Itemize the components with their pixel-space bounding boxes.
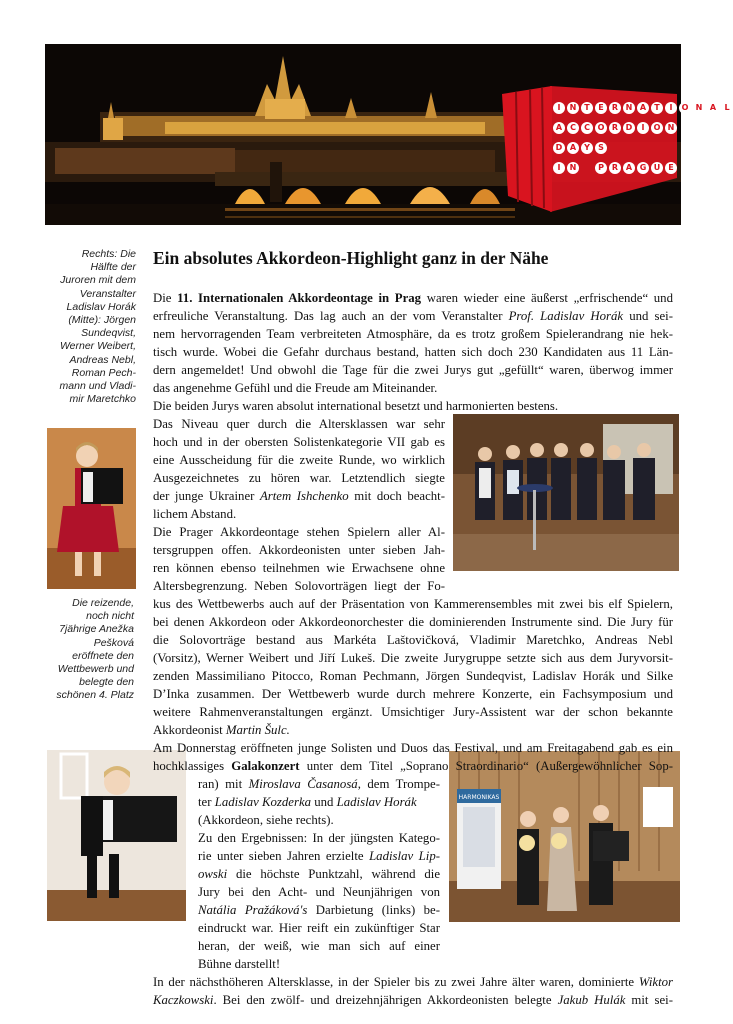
article-text-line: Die beiden Jurys waren absolut international besetzt und harmonierten bestens.	[153, 399, 559, 413]
logo-line-4	[553, 162, 677, 176]
header-banner	[45, 44, 730, 225]
logo-letter: N	[567, 102, 579, 114]
caption-line: Hälfte der	[90, 261, 136, 274]
caption-line: noch nicht	[86, 610, 134, 623]
banner-sign-text: HARMONIKAS	[458, 794, 500, 801]
logo-line-1	[553, 102, 733, 116]
article-text-line: das angenehme Gefühl und die Freude am Miteinander.	[153, 381, 438, 395]
article-text-line: (Vorsitz), Werner Weibert und Jiří Lukeš. Die zweite Jurygruppe setzte sich aus dem Juryvorsit-	[153, 651, 673, 665]
logo-letter: N	[623, 102, 635, 114]
article-text-line: tersgruppen offen. Akkordeonisten unter sieben Jah-	[153, 543, 445, 557]
logo-letter: P	[595, 162, 607, 174]
article-text-line: eine Ausscheidung für die zweite Runde, wo wirklich	[153, 453, 445, 467]
logo-letter: N	[693, 102, 705, 114]
article-text-line: Bühne darstellt!	[198, 957, 281, 971]
logo-letter	[581, 162, 593, 174]
logo-letter: N	[665, 122, 677, 134]
logo-letter: A	[637, 102, 649, 114]
article-text-line: owski die höchste Punktzahl, während die	[198, 867, 440, 881]
logo-letter: E	[595, 102, 607, 114]
logo-line-3	[553, 142, 607, 156]
article-text-line: (Akkordeon, siehe rechts).	[198, 813, 334, 827]
article-text-line: hoch und in der obersten Solistenkategorie VII gab es	[153, 435, 445, 449]
article-text-line: Ausgezeichnetes zu hören war. Letztendlich siegte	[153, 471, 445, 485]
caption-line: Die reizende,	[72, 597, 134, 609]
logo-letter: O	[595, 122, 607, 134]
article-text-line: Die 11. Internationalen Akkordeontage in Prag waren wieder eine äußerst „erfrischende“ und	[153, 291, 673, 305]
caption-line: Roman Pech-	[71, 366, 136, 379]
logo-letter: D	[623, 122, 635, 134]
photo-natalia-prazakova	[47, 750, 186, 921]
caption-line: Wettbewerb und	[57, 663, 134, 676]
article-text-line: rie unter sieben Jahren erzielte Ladislav Lip-	[198, 849, 440, 863]
logo-letter: I	[637, 122, 649, 134]
article-text-line: Kaczkowski. Bei den zwölf- und dreizehnjährigen Akkordeonisten belegte Jakub Hulák mit sei-	[153, 993, 673, 1007]
logo-letter: O	[651, 122, 663, 134]
logo-letter: R	[609, 102, 621, 114]
caption-jurors	[50, 248, 136, 406]
logo-letter: C	[567, 122, 579, 134]
caption-line: schönen 4. Platz	[56, 689, 134, 702]
article-text-line: lichem Abstand.	[153, 507, 237, 521]
caption-line: Veranstalter	[79, 287, 136, 300]
article-text-line: ran) mit Miroslava Časanosá, dem Trompe-	[198, 777, 440, 791]
photo-gala-concert	[449, 751, 680, 922]
logo-line-2	[553, 122, 677, 136]
caption-line: (Mitte): Jörgen	[68, 314, 136, 327]
article-text-line: Natália Pražáková's Darbietung (links) be-	[198, 903, 441, 917]
logo-letter: T	[581, 102, 593, 114]
logo-letter: L	[721, 102, 733, 114]
article-text-line: tisch wurde. Wobei die Gefahr durchaus bestand, hatten sich doch 230 Kandidaten aus 11 Län-	[153, 345, 673, 359]
article-text-line: die Solovorträge bestand aus Markéta Laštovičková, Vladimir Maretchko, Andreas Nebl	[153, 633, 673, 647]
article-text-line: In der nächsthöheren Altersklasse, in der Spieler bis zu zwei Jahre älter waren, dominierte Wiktor	[153, 975, 673, 989]
article-text-line: Akkordeonist Martin Šulc.	[153, 723, 290, 737]
article-text-line: der junge Ukrainer Artem Ishchenko mit doch beacht-	[153, 489, 445, 503]
logo-letter: E	[665, 162, 677, 174]
article-text-line: Zu den Ergebnissen: In der jüngsten Katego-	[198, 831, 440, 845]
article-text-line: kus des Wettbewerbs auch auf der Präsentation von Kammerensembles mit zwei bis elf Spielern,	[153, 597, 673, 611]
accordion-days-logo	[502, 86, 730, 212]
caption-line: 7jährige Anežka	[59, 623, 134, 636]
article-text-line: zenden Massimiliano Pitocco, Roman Pechmann, Jörgen Sundeqvist, Ladislav Horák und Silke	[153, 669, 673, 683]
logo-letter: N	[567, 162, 579, 174]
caption-line: mann und Vladi-	[59, 380, 136, 393]
photo-anezka-peskova	[47, 428, 136, 589]
caption-line: belegte den	[79, 676, 134, 689]
article-text-line: hochklassiges Galakonzert unter dem Titel „Soprano Straordinario“ (Außergewöhnlicher Sop-	[153, 759, 673, 773]
article-text-line: Am Donnerstag eröffneten junge Solisten und Duos das Festival, und am Freitagabend gab es ein	[153, 741, 673, 755]
caption-line: eröffnete den	[72, 649, 134, 662]
logo-letter: T	[651, 102, 663, 114]
article-text-line: Jury bei den Acht- und Neunjährigen von	[198, 885, 440, 899]
caption-line: Andreas Nebl,	[69, 353, 136, 366]
logo-letter: G	[637, 162, 649, 174]
caption-line: Ladislav Horák	[66, 300, 136, 313]
caption-line: mir Maretchko	[69, 393, 136, 406]
caption-line: Sundeqvist,	[81, 327, 136, 340]
logo-letter: A	[567, 142, 579, 154]
logo-letter: A	[707, 102, 719, 114]
article-text-line: Die Prager Akkordeontage stehen Spielern aller Al-	[153, 525, 445, 539]
logo-letter: S	[595, 142, 607, 154]
caption-line: Juroren mit dem	[60, 274, 136, 287]
logo-letter: I	[553, 102, 565, 114]
caption-line: Werner Weibert,	[59, 340, 136, 353]
logo-letter: I	[553, 162, 565, 174]
caption-line: Rechts: Die	[81, 248, 136, 260]
article-text-line: heran, der weiß, wie man sich auf einer	[198, 939, 440, 953]
article-text-line: ter Ladislav Kozderka und Ladislav Horák	[198, 795, 417, 809]
article-text-line: dern angemeldet! Und obwohl die Tage für die zwei Jurys gut „gefüllt“ waren, überwog immer	[153, 363, 673, 377]
article-text-line: ren können ebenso teilnehmen wie Erwachsene ohne	[153, 561, 445, 575]
logo-letter: O	[679, 102, 691, 114]
logo-letter: U	[651, 162, 663, 174]
article-text-line: weitere Rahmenveranstaltungen ergänzt. Umsichtiger Jury-Assistent war der schon bekannte	[153, 705, 673, 719]
caption-line: Pešková	[93, 636, 134, 649]
article-text-line: bei denen Akkordeon oder Akkordeonorchester die dominierenden Instrumente sind. Die Jury für	[153, 615, 673, 629]
photo-jury-group	[453, 414, 679, 571]
article-title: Ein absolutes Akkordeon-Highlight ganz in der Nähe	[153, 248, 549, 268]
article-text-line: erfreuliche Veranstaltung. Das lag auch an der vom Veranstalter Prof. Ladislav Horák und sei-	[153, 309, 673, 323]
article-text-line: nem hervorragenden Team verbreiteten Atmosphäre, da es trotz großem Spielerandrang nie hek-	[153, 327, 673, 341]
logo-letter: I	[665, 102, 677, 114]
article-text-line: Das Niveau quer durch die Altersklassen war sehr	[153, 417, 445, 431]
logo-letter: R	[609, 122, 621, 134]
logo-letter: R	[609, 162, 621, 174]
logo-letter: A	[553, 122, 565, 134]
article-text-line: eindruckt war. Hier reift ein zukünftiger Star	[198, 921, 440, 935]
article-text-line: D’Inka zusammen. Der Wettbewerb wurde durch mehrere Konzerte, ein Fachsymposium und	[153, 687, 673, 701]
logo-letter: C	[581, 122, 593, 134]
logo-letter: D	[553, 142, 565, 154]
caption-anezka	[47, 597, 134, 703]
logo-letter: Y	[581, 142, 593, 154]
logo-letter: A	[623, 162, 635, 174]
article-text-line: Altersbegrenzung. Neben Solovorträgen liegt der Fo-	[153, 579, 445, 593]
